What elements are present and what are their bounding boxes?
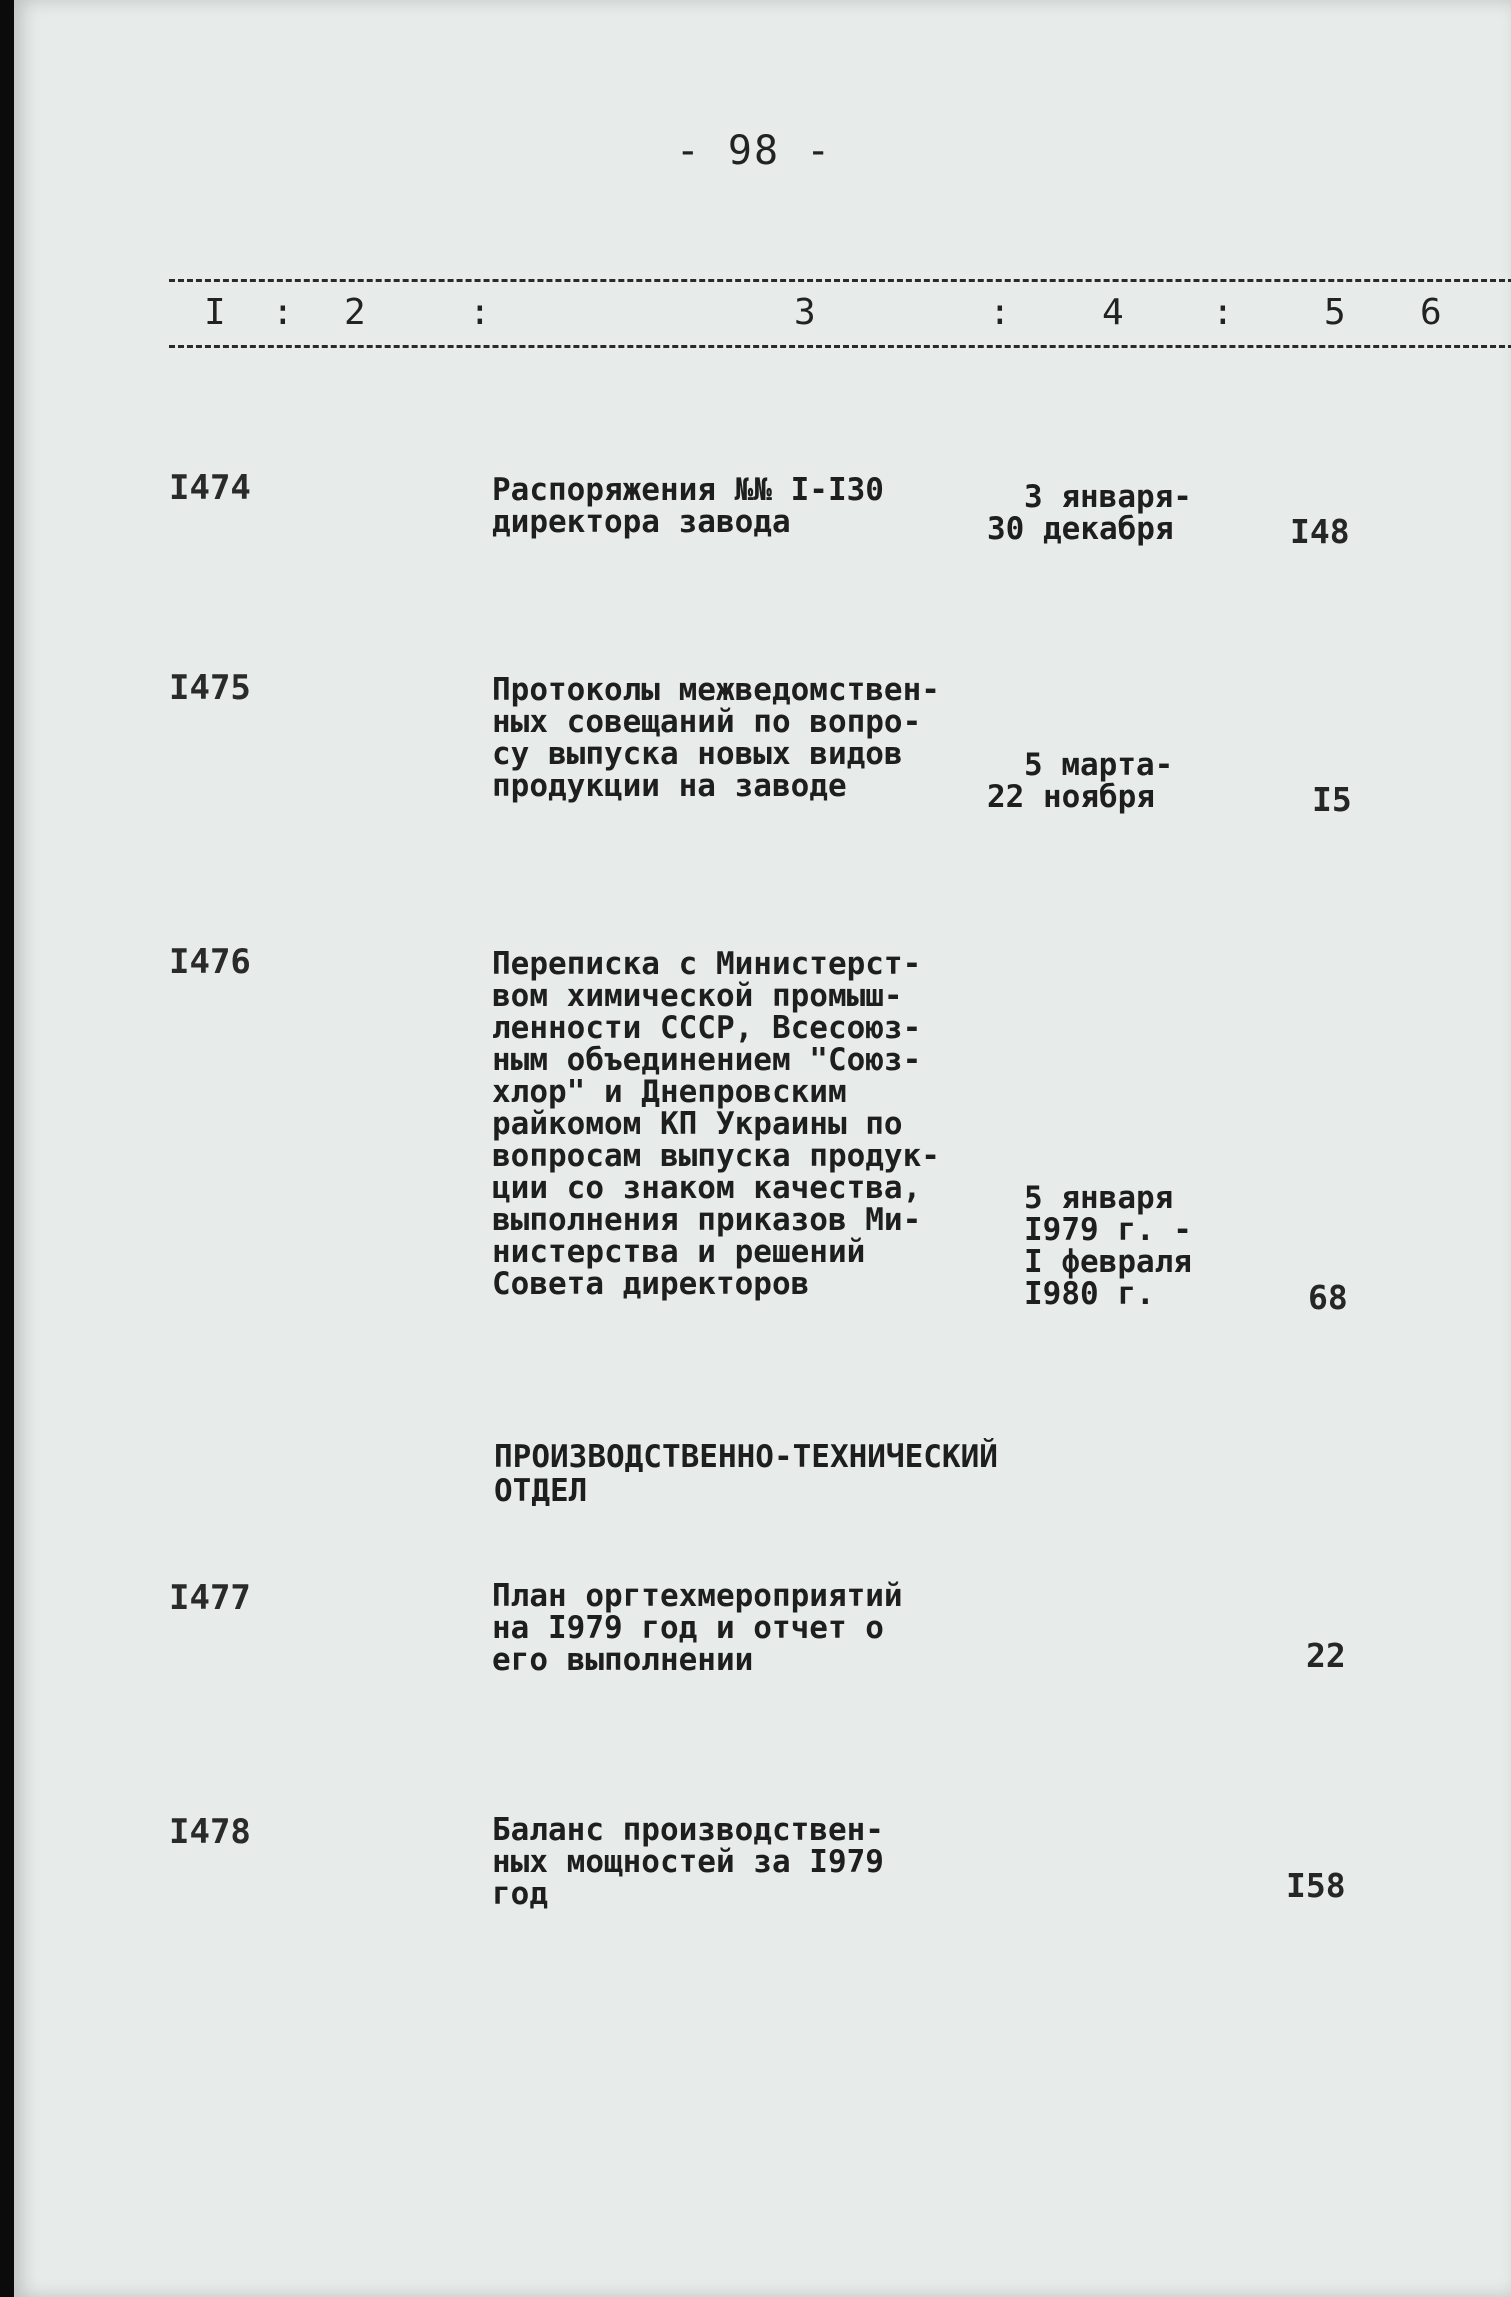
record-number: I474 [169,468,251,508]
column-header-1: I [204,292,226,333]
page-number: - 98 - [675,128,833,174]
record-description: Распоряжения №№ I-I30 директора завода [492,472,884,540]
table-header-rule-top [169,279,1511,282]
record-sheet-count: 22 [1306,1636,1346,1675]
column-separator: : [989,292,1011,333]
column-header-6: 6 [1420,292,1442,333]
column-header-2: 2 [344,292,366,333]
record-number: I477 [169,1578,251,1618]
record-description: Баланс производствен- ных мощностей за I979 год [492,1812,884,1912]
record-date-start: 3 января- [1024,479,1192,515]
table-header-rule-bottom [169,345,1511,348]
record-number: I475 [169,668,251,708]
record-description: Протоколы межведомствен- ных совещаний по вопро- су выпуска новых видов продукции на заводе [492,672,940,804]
column-separator: : [469,292,491,333]
section-heading: ПРОИЗВОДСТВЕННО-ТЕХНИЧЕСКИЙ ОТДЕЛ [494,1439,998,1509]
document-page [14,0,1511,2297]
record-sheet-count: I5 [1312,780,1352,819]
record-date-end: 22 ноября [987,779,1155,815]
record-description: План оргтехмероприятий на I979 год и отчет о его выполнении [492,1578,903,1678]
record-number: I476 [169,942,251,982]
record-sheet-count: I48 [1290,512,1350,551]
column-separator: : [1212,292,1234,333]
column-separator: : [272,292,294,333]
record-date-range: 5 января I979 г. - I февраля I980 г. [1024,1180,1192,1312]
column-header-4: 4 [1102,292,1124,333]
record-sheet-count: 68 [1308,1278,1348,1317]
record-date-start: 5 марта- [1024,747,1174,783]
record-date-end: 30 декабря [987,511,1174,547]
record-number: I478 [169,1812,251,1852]
record-sheet-count: I58 [1286,1866,1346,1905]
column-header-5: 5 [1324,292,1346,333]
record-description: Переписка с Министерст- вом химической промыш- ленности СССР, Всесоюз- ным объединением "Союз- хлор" и Днепровским райкомом КП Украины по вопросам выпуска продук- ции со знаком качества, выполнения приказов Ми- нистерства и решений Совета директоров [492,946,940,1302]
column-header-3: 3 [794,292,816,333]
